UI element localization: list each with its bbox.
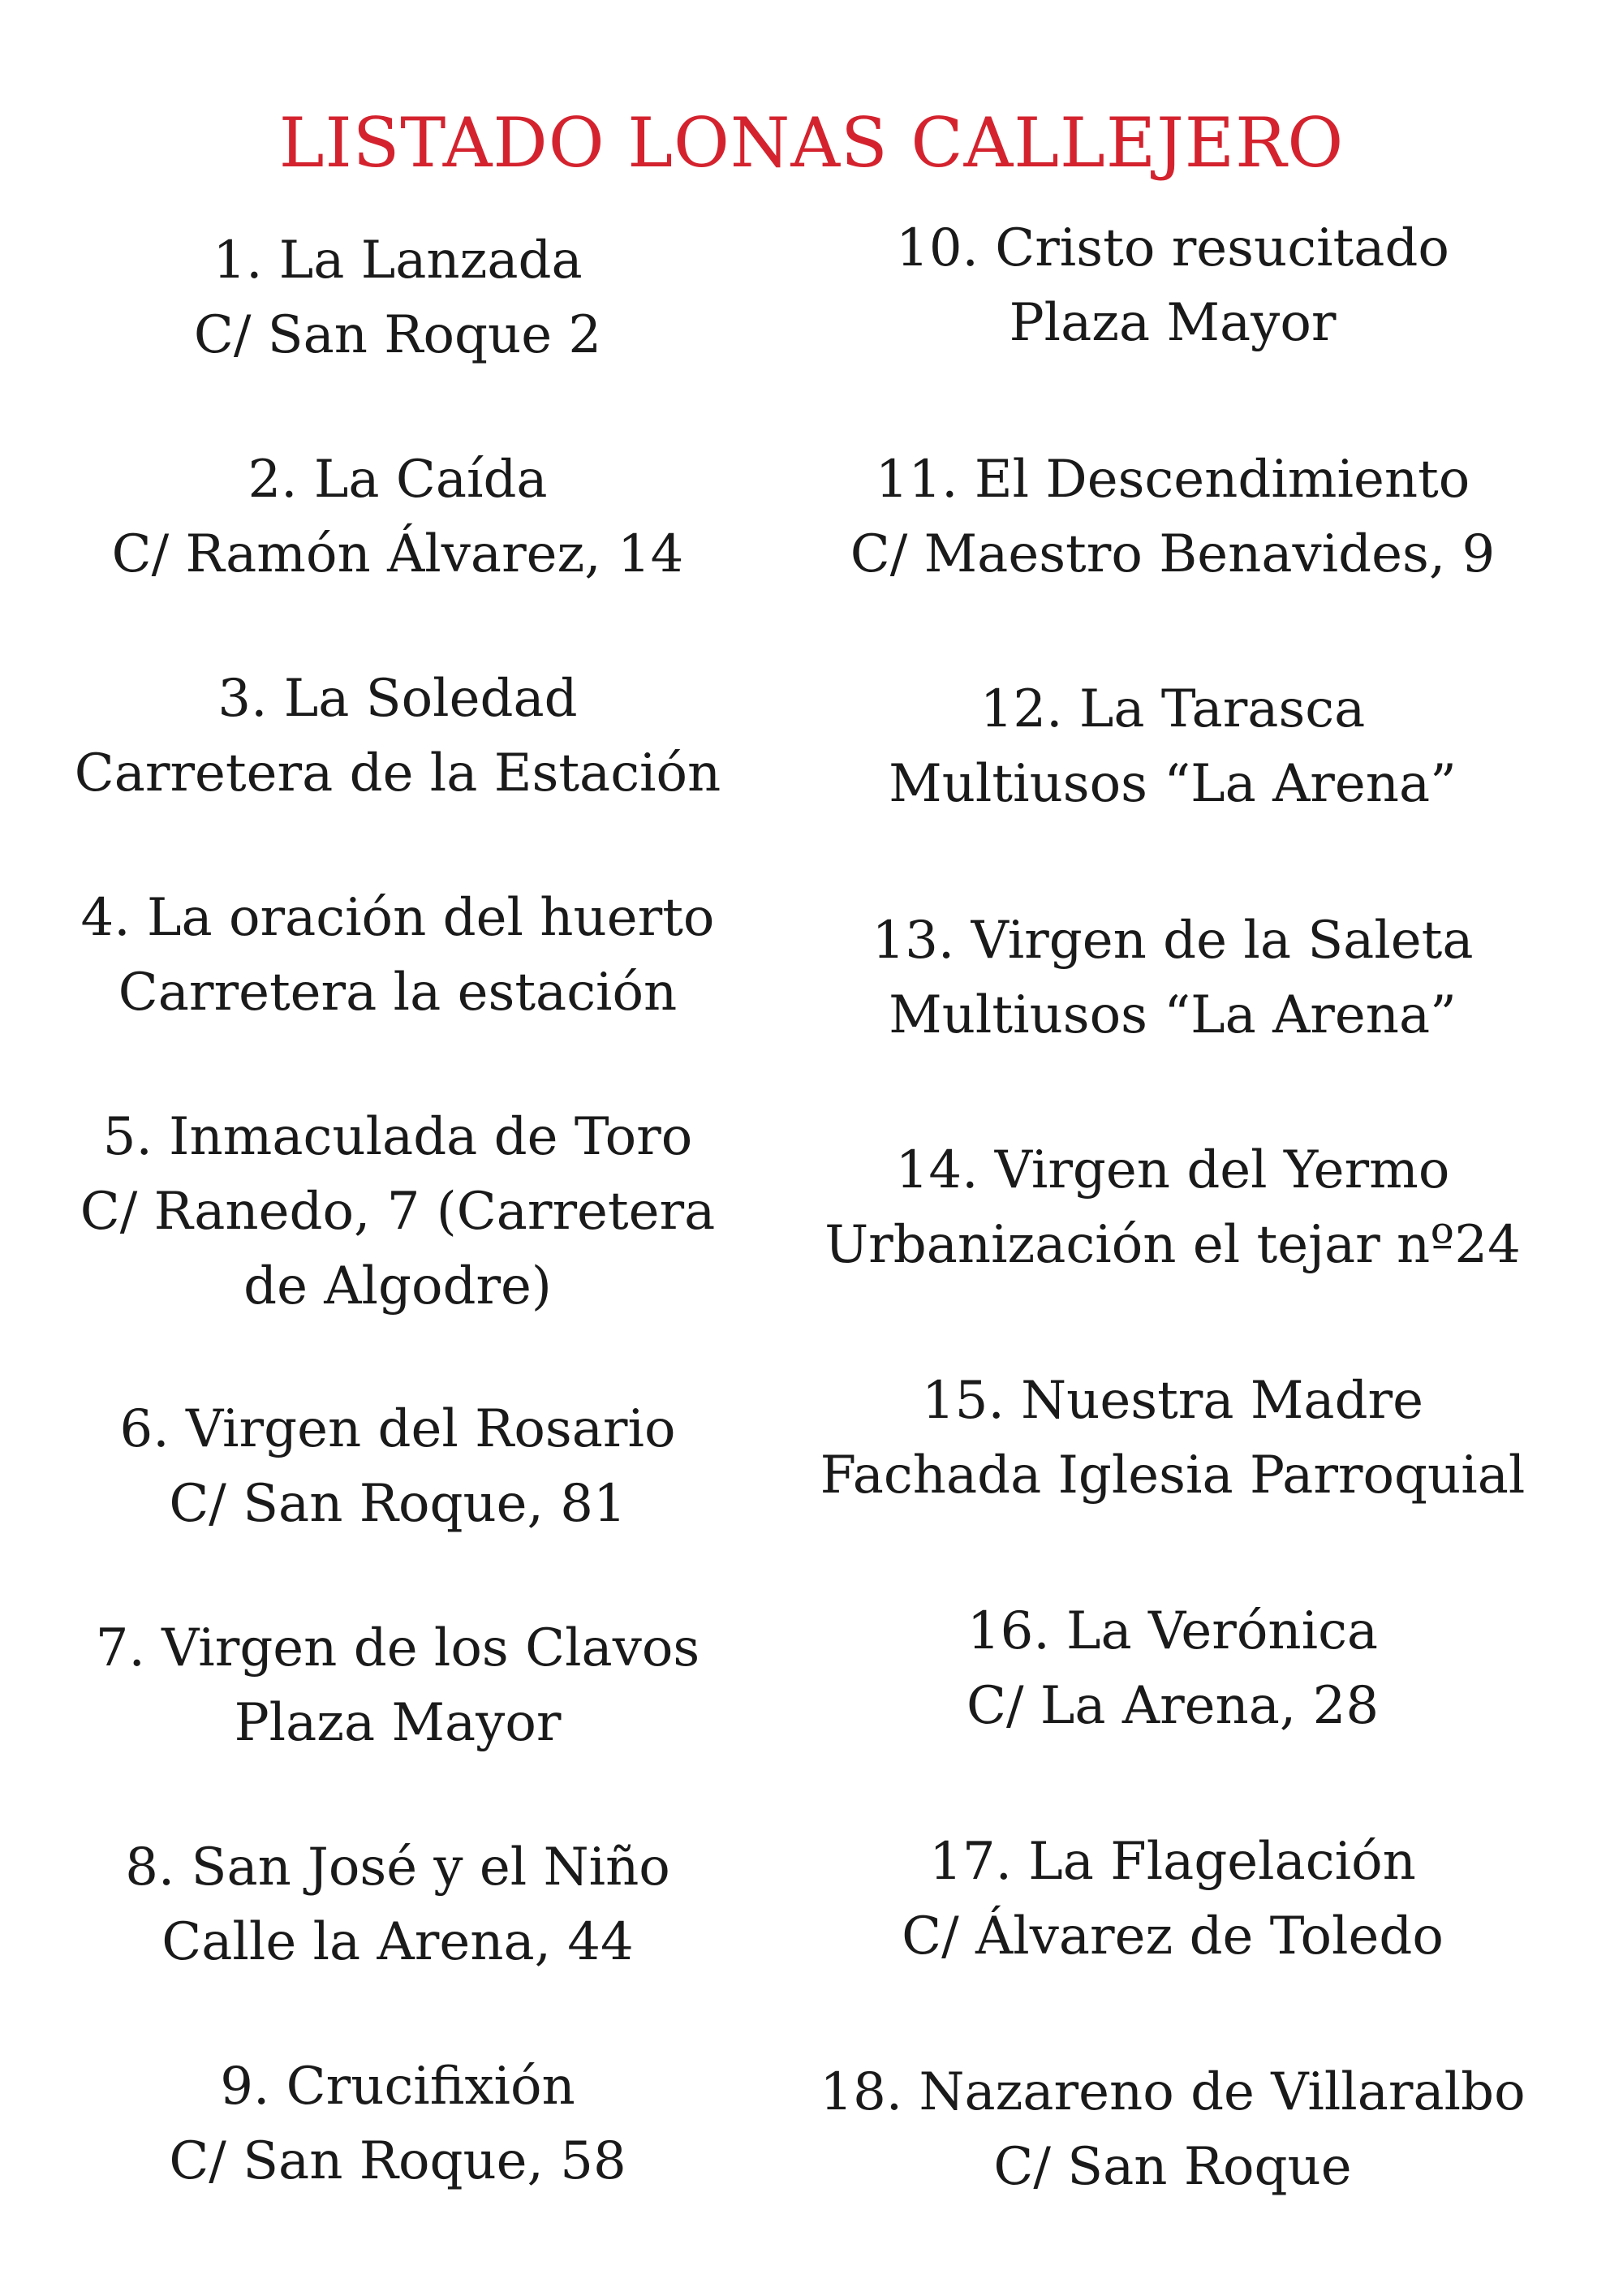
list-item — [795, 442, 1550, 592]
item-name: 10. Cristo resucitado — [896, 218, 1449, 278]
item-address: C/ San Roque — [993, 2137, 1352, 2197]
item-name: 11. El Descendimiento — [875, 450, 1470, 510]
item-name: 8. San José y el Niño — [125, 1837, 670, 1898]
item-name: 3. La Soledad — [217, 669, 578, 729]
list-item — [795, 1133, 1550, 1282]
list-item — [795, 1363, 1550, 1513]
item-name: 7. Virgen de los Clavos — [95, 1618, 700, 1678]
item-name: 15. Nuestra Madre — [922, 1371, 1423, 1431]
list-item — [795, 1824, 1550, 1974]
item-name: 5. Inmaculada de Toro — [102, 1107, 693, 1167]
list-item — [795, 903, 1550, 1053]
item-address: Multiusos “La Arena” — [889, 754, 1457, 814]
item-address: C/ San Roque, 58 — [169, 2131, 626, 2191]
left-column — [32, 0, 763, 2296]
item-address: Plaza Mayor — [234, 1693, 562, 1753]
item-name: 9. Crucifixión — [220, 2057, 575, 2117]
item-address: C/ San Roque 2 — [193, 305, 602, 365]
item-name: 12. La Tarasca — [979, 679, 1366, 739]
item-address: C/ Maestro Benavides, 9 — [850, 524, 1496, 584]
list-item — [32, 442, 763, 592]
item-address: Calle la Arena, 44 — [161, 1912, 634, 1972]
item-address: C/ Ramón Álvarez, 14 — [111, 524, 684, 584]
item-address: Carretera la estación — [118, 963, 678, 1023]
item-name: 6. Virgen del Rosario — [119, 1399, 676, 1459]
item-name: 13. Virgen de la Saleta — [872, 911, 1474, 971]
item-name: 18. Nazareno de Villaralbo — [820, 2062, 1526, 2122]
item-name: 2. La Caída — [248, 450, 548, 510]
item-address: Plaza Mayor — [1009, 293, 1337, 353]
list-item — [32, 661, 763, 811]
list-item — [32, 1392, 763, 1541]
list-item — [32, 881, 763, 1030]
list-item — [32, 1830, 763, 1979]
item-name: 14. Virgen del Yermo — [895, 1140, 1450, 1200]
list-item — [32, 1611, 763, 1760]
list-item — [795, 211, 1550, 360]
item-address: C/ San Roque, 81 — [169, 1474, 626, 1534]
list-item — [795, 672, 1550, 821]
list-item — [795, 1594, 1550, 1743]
list-item — [795, 2055, 1550, 2204]
item-address: Multiusos “La Arena” — [889, 985, 1457, 1045]
item-name: 16. La Verónica — [966, 1601, 1379, 1661]
item-address: Carretera de la Estación — [74, 743, 721, 803]
item-address-continued: de Algodre) — [243, 1256, 552, 1316]
list-item — [32, 223, 763, 373]
item-name: 1. La Lanzada — [213, 230, 583, 291]
page-title: LISTADO LONAS CALLEJERO — [278, 103, 1345, 183]
item-address: C/ Álvarez de Toledo — [902, 1906, 1444, 1966]
item-name: 17. La Flagelación — [929, 1832, 1416, 1892]
item-address: C/ La Arena, 28 — [966, 1676, 1380, 1736]
item-name: 4. La oración del huerto — [80, 888, 715, 948]
right-column — [795, 0, 1550, 2296]
list-item — [32, 2049, 763, 2199]
list-item — [32, 1100, 763, 1324]
item-address: Fachada Iglesia Parroquial — [820, 1445, 1526, 1506]
item-address: Urbanización el tejar nº24 — [824, 1215, 1521, 1275]
item-address: C/ Ranedo, 7 (Carretera — [80, 1182, 716, 1242]
